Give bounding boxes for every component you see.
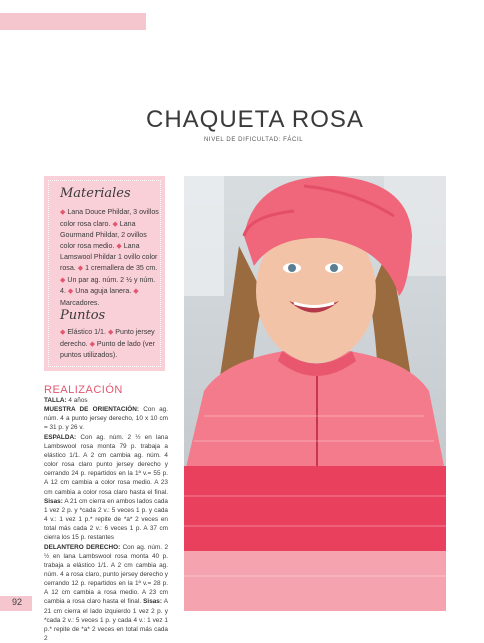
sisas-text: A 21 cm cierra en ambos lados cada 1 vez 2 p. y *cada 2 v.: 5 veces 1 p. y cada 4 v.: 1 vez 1 p.* repite de *a* 2 veces en total más cada 2 v.: 6 veces 1 p. A 37 cm cierra los 15 p. restantes — [44, 497, 168, 542]
page-number: 92 — [12, 597, 23, 607]
difficulty-subtitle: NIVEL DE DIFICULTAD: FÁCIL — [204, 137, 304, 143]
sisas-label: Sisas: — [44, 497, 63, 505]
bullet-icon: ◆ — [116, 242, 124, 250]
puntos-heading: Puntos — [60, 308, 106, 323]
bullet-icon: ◆ — [112, 220, 120, 228]
bullet-icon: ◆ — [60, 276, 68, 284]
delantero-label: DELANTERO DERECHO: — [44, 543, 121, 551]
materials-item: Lana Gourmand Phildar, 2 ovillos color rosa medio. — [60, 219, 147, 250]
materials-heading: Materiales — [60, 186, 131, 201]
bullet-icon: ◆ — [133, 288, 139, 296]
delantero-text: Con ag. núm. 2 ½ en lana Lambswool rosa monta 40 p. trabaja a elástico 1/1. A 2 cm cambia ag. núm. 4 a rosa claro, punto jersey derecho y cerrando 12 p. repartidos en la 1ª v.= 28 p. A 12 cm cambia a rosa medio. A 23 cm cambia a rosa claro hasta el final. — [44, 543, 168, 606]
photo-illustration — [184, 176, 446, 611]
materials-item: Un par ag. núm. 2 ½ y núm. 4. — [60, 275, 156, 296]
muestra-label: MUESTRA DE ORIENTACIÓN: — [44, 406, 139, 414]
materials-item: 1 cremallera de 35 cm. — [85, 263, 158, 272]
talla-label: TALLA: — [44, 397, 67, 404]
puntos-item: Elástico 1/1. — [67, 328, 106, 336]
materials-item: Lana Lamswool Phildar 1 ovillo color rosa. — [60, 241, 158, 272]
bullet-icon: ◆ — [60, 329, 68, 336]
materials-item: Lana Douce Phildar, 3 ovillos color rosa claro. — [60, 208, 159, 228]
realizacion-heading: REALIZACIÓN — [44, 384, 123, 396]
child-sweater-photo — [184, 176, 446, 611]
espalda-label: ESPALDA: — [44, 433, 77, 441]
puntos-list — [60, 327, 160, 361]
materials-item: Marcadores. — [60, 298, 100, 307]
bullet-icon: ◆ — [77, 264, 86, 272]
sisas2-label: Sisas: — [143, 598, 162, 606]
materials-item: Una aguja lanera. — [75, 287, 132, 296]
bullet-icon: ◆ — [67, 288, 76, 296]
sisas2-text: A 21 cm cierra el lado izquierdo 1 vez 2 p. y *cada 2 v.: 5 veces 1 p. y cada 4 v.: 1 vez 1 p.* repite de *a* 2 veces en total más cada 2 — [44, 598, 168, 643]
bullet-icon: ◆ — [107, 329, 116, 336]
talla-value: 4 años — [68, 397, 88, 404]
espalda-text: Con ag. núm. 2 ½ en lana Lambswool rosa monta 79 p. trabaja a elástico 1/1. A 2 cm cambia ag. núm. 4 color rosa claro punto jersey derecho y cerrando 24 p. repartidos en la 1ª v.= 55 p. A 12 cm cambia a color rosa medio. A 23 cm cambia a color rosa claro hasta el final. — [44, 433, 169, 496]
bullet-icon: ◆ — [60, 209, 68, 216]
muestra-text: Con ag. núm. 4 a punto jersey derecho, 10 x 10 cm = 31 p. y 26 v. — [44, 406, 168, 432]
page-title: CHAQUETA ROSA — [146, 106, 364, 133]
materials-list — [60, 207, 160, 308]
puntos-item: Punto jersey derecho. — [60, 328, 155, 348]
bullet-icon: ◆ — [89, 340, 97, 348]
puntos-item: Punto de lado (ver puntos utilizados). — [60, 339, 155, 360]
top-color-band — [0, 13, 146, 30]
realizacion-text — [44, 396, 168, 643]
